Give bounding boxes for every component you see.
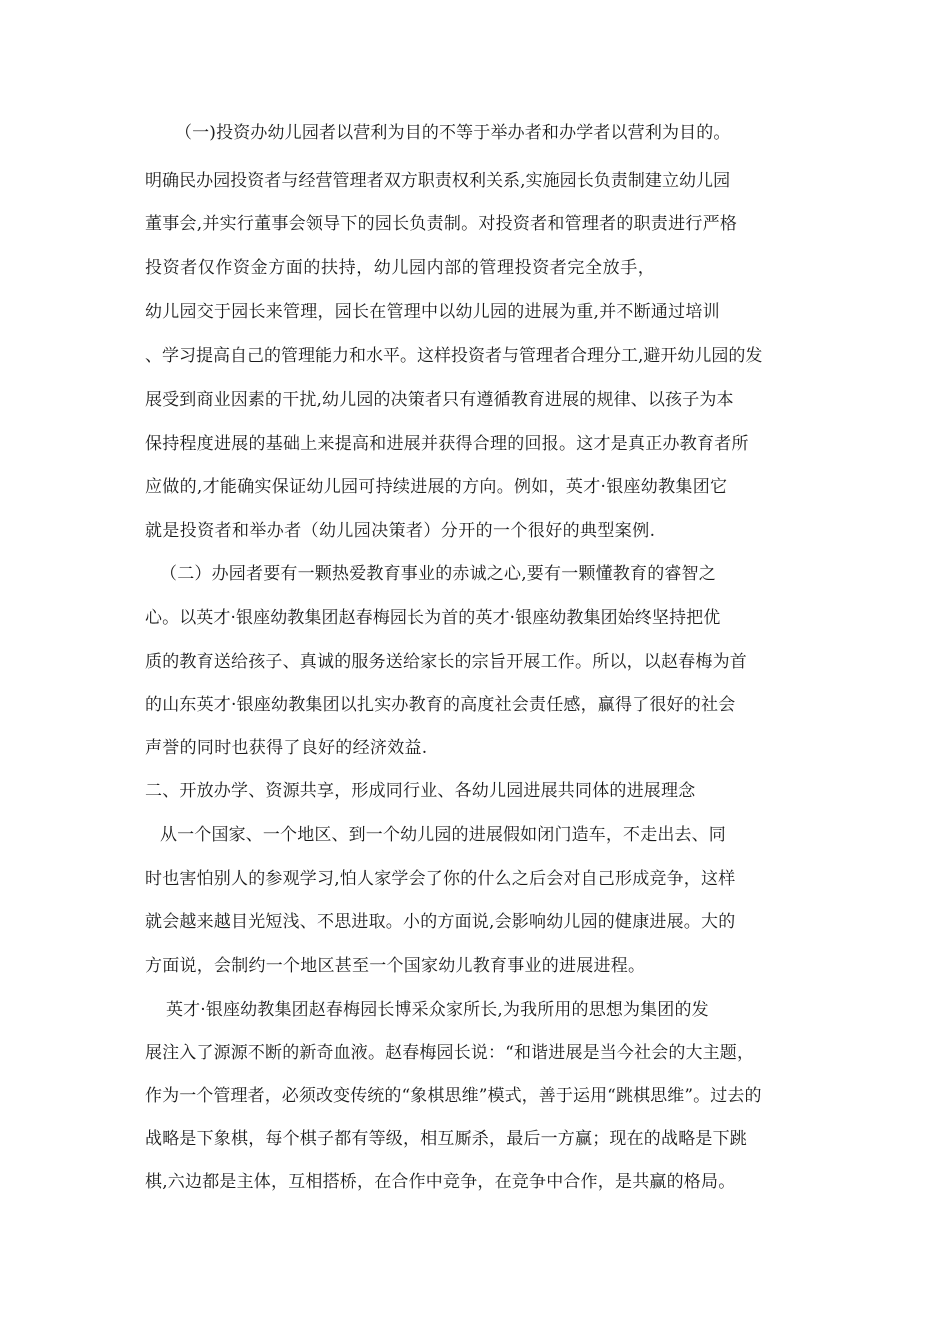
text-line: 从一个国家、一个地区、到一个幼儿园的进展假如闭门造车，不走出去、同: [160, 825, 726, 845]
text-line: 质的教育送给孩子、真诚的服务送给家长的宗旨开展工作。所以，以赵春梅为首: [145, 652, 747, 672]
text-line: 时也害怕别人的参观学习,怕人家学会了你的什么之后会对自己形成竞争，这样: [145, 869, 736, 889]
text-line: 声誉的同时也获得了良好的经济效益.: [145, 738, 428, 758]
text-line: 投资者仅作资金方面的扶持，幼儿园内部的管理投资者完全放手，: [145, 258, 656, 278]
text-line: 作为一个管理者，必须改变传统的“象棋思维”模式，善于运用“跳棋思维”。过去的: [145, 1086, 762, 1106]
text-line: 心。以英才·银座幼教集团赵春梅园长为首的英才·银座幼教集团始终坚持把优: [145, 608, 721, 628]
text-line: 的山东英才·银座幼教集团以扎实办教育的高度社会责任感，赢得了很好的社会: [145, 695, 736, 715]
text-line: 、学习提高自己的管理能力和水平。这样投资者与管理者合理分工,避开幼儿园的发: [145, 346, 763, 366]
text-line: 董事会,并实行董事会领导下的园长负责制。对投资者和管理者的职责进行严格: [145, 214, 738, 234]
text-line: 保持程度进展的基础上来提高和进展并获得合理的回报。这才是真正办教育者所: [145, 434, 749, 454]
text-line: 就是投资者和举办者（幼儿园决策者）分开的一个很好的典型案例.: [145, 521, 656, 541]
text-line: 展受到商业因素的干扰,幼儿园的决策者只有遵循教育进展的规律、以孩子为本: [145, 390, 734, 410]
text-line: 战略是下象棋，每个棋子都有等级，相互厮杀，最后一方赢；现在的战略是下跳: [145, 1129, 747, 1149]
section-heading: 二、开放办学、资源共享，形成同行业、各幼儿园进展共同体的进展理念: [145, 781, 696, 801]
text-line: （二）办园者要有一颗热爱教育事业的赤诚之心,要有一颗懂教育的睿智之: [160, 564, 717, 584]
text-line: 英才·银座幼教集团赵春梅园长博采众家所长,为我所用的思想为集团的发: [166, 1000, 709, 1020]
text-line: 就会越来越目光短浅、不思进取。小的方面说,会影响幼儿园的健康进展。大的: [145, 912, 736, 932]
text-line: 棋,六边都是主体，互相搭桥，在合作中竞争，在竞争中合作，是共赢的格局。: [145, 1172, 736, 1192]
text-line: 明确民办园投资者与经营管理者双方职责权利关系,实施园长负责制建立幼儿园: [145, 171, 731, 191]
text-line: （一)投资办幼儿园者以营利为目的不等于举办者和办学者以营利为目的。: [175, 123, 731, 143]
text-line: 应做的,才能确实保证幼儿园可持续进展的方向。例如，英才·银座幼教集团它: [145, 477, 728, 497]
text-line: 方面说，会制约一个地区甚至一个国家幼儿教育事业的进展进程。: [145, 956, 646, 976]
text-line: 展注入了源源不断的新奇血液。赵春梅园长说：“和谐进展是当今社会的大主题，: [145, 1043, 755, 1063]
text-line: 幼儿园交于园长来管理，园长在管理中以幼儿园的进展为重,并不断通过培训: [145, 302, 720, 322]
